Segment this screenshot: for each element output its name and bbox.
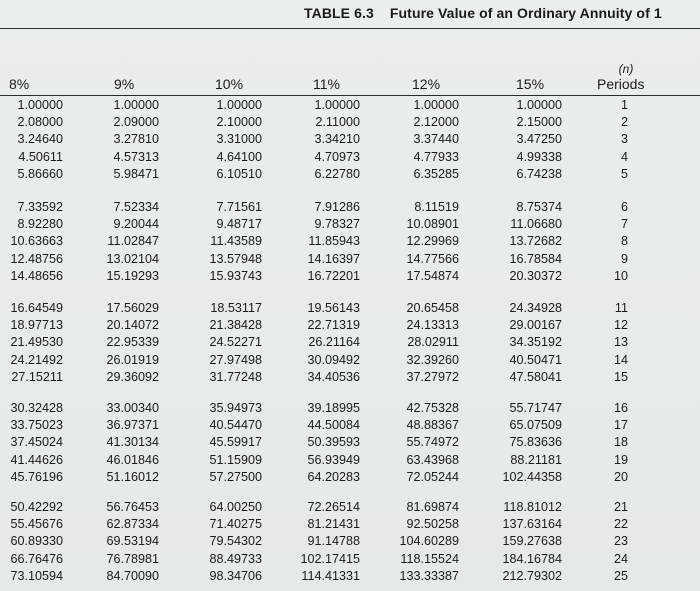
period-cell: 4 [620, 149, 628, 164]
value-cell: 1.00000 [216, 98, 262, 112]
period-cell: 1 [620, 98, 628, 112]
value-cell: 71.40275 [209, 517, 262, 532]
value-cell: 16.64549 [10, 301, 63, 315]
value-cell: 118.15524 [400, 551, 459, 566]
table-row [0, 418, 700, 435]
value-cell: 3.47250 [516, 132, 562, 147]
value-cell: 62.87334 [106, 517, 159, 532]
value-cell: 1.00000 [314, 98, 360, 112]
value-cell: 45.76196 [10, 469, 63, 484]
periods-n-symbol: (n) [618, 62, 634, 76]
value-cell: 13.72682 [509, 234, 562, 249]
table-row [0, 353, 700, 370]
value-cell: 13.57948 [209, 251, 262, 266]
value-cell: 9.20044 [113, 217, 159, 232]
value-cell: 17.56029 [106, 301, 159, 315]
value-cell: 26.21164 [308, 335, 360, 350]
value-cell: 44.50084 [307, 418, 360, 433]
period-cell: 13 [613, 335, 628, 350]
value-cell: 5.98471 [113, 166, 159, 181]
value-cell: 114.41331 [301, 568, 360, 583]
table-row [0, 269, 700, 286]
table-title [304, 5, 662, 21]
period-cell: 24 [613, 551, 628, 566]
value-cell: 4.50611 [18, 149, 63, 164]
value-cell: 4.99338 [516, 149, 562, 164]
rate-header-8: 8% [9, 76, 30, 92]
value-cell: 35.94973 [209, 401, 262, 415]
value-cell: 20.65458 [406, 301, 459, 315]
value-cell: 2.09000 [113, 115, 159, 130]
period-cell: 20 [613, 469, 628, 484]
rate-header-12: 12% [412, 76, 441, 92]
value-cell: 2.12000 [413, 115, 459, 130]
value-cell: 50.39593 [307, 435, 360, 450]
period-cell: 25 [613, 568, 628, 583]
value-cell: 66.76476 [10, 551, 63, 566]
value-cell: 2.11000 [315, 115, 360, 130]
table-row [0, 552, 700, 569]
value-cell: 30.09492 [307, 352, 360, 367]
value-cell: 42.75328 [406, 401, 459, 415]
value-cell: 33.75023 [10, 418, 63, 433]
table-row [0, 150, 700, 167]
rate-header-15: 15% [516, 76, 545, 92]
table-row [0, 318, 700, 335]
value-cell: 16.78584 [509, 251, 562, 266]
value-cell: 6.10510 [216, 166, 262, 181]
value-cell: 56.93949 [307, 452, 360, 467]
period-cell: 18 [613, 435, 628, 450]
period-cell: 10 [613, 268, 628, 283]
value-cell: 11.06680 [510, 217, 562, 232]
value-cell: 7.33592 [17, 200, 63, 214]
value-cell: 65.07509 [509, 418, 562, 433]
value-cell: 41.30134 [106, 435, 159, 450]
value-cell: 22.95339 [106, 335, 159, 350]
value-cell: 29.36092 [106, 369, 159, 384]
period-cell: 16 [613, 401, 628, 415]
value-cell: 17.54874 [406, 268, 459, 283]
period-cell: 15 [613, 369, 628, 384]
value-cell: 24.34928 [509, 301, 562, 315]
value-cell: 24.52271 [209, 335, 262, 350]
value-cell: 41.44626 [10, 452, 63, 467]
value-cell: 40.50471 [509, 352, 562, 367]
value-cell: 73.10594 [10, 568, 63, 583]
value-cell: 15.19293 [106, 268, 159, 283]
period-cell: 3 [620, 132, 628, 147]
value-cell: 184.16784 [502, 551, 562, 566]
value-cell: 18.97713 [10, 318, 63, 333]
value-cell: 92.50258 [406, 517, 459, 532]
table-row [0, 435, 700, 452]
value-cell: 2.08000 [17, 115, 63, 130]
value-cell: 4.64100 [216, 149, 262, 164]
value-cell: 102.44358 [502, 469, 562, 484]
value-cell: 12.29969 [406, 234, 459, 249]
value-cell: 12.48756 [10, 251, 63, 266]
value-cell: 11.43589 [210, 234, 262, 249]
value-cell: 8.92280 [17, 217, 63, 232]
value-cell: 8.75374 [516, 200, 562, 214]
value-cell: 7.91286 [314, 200, 360, 214]
value-cell: 24.21492 [10, 352, 63, 367]
value-cell: 21.49530 [10, 335, 63, 350]
table-row [0, 252, 700, 269]
value-cell: 3.31000 [216, 132, 262, 147]
value-cell: 57.27500 [209, 469, 262, 484]
value-cell: 27.15211 [11, 369, 63, 384]
value-cell: 10.08901 [406, 217, 459, 232]
header-divider [0, 95, 700, 96]
value-cell: 1.00000 [113, 98, 159, 112]
table-row [0, 569, 700, 586]
value-cell: 30.32428 [10, 401, 63, 415]
value-cell: 3.24640 [17, 132, 63, 147]
table-row [0, 115, 700, 132]
value-cell: 69.53194 [106, 534, 159, 549]
value-cell: 13.02104 [106, 251, 159, 266]
table-row [0, 200, 700, 217]
value-cell: 50.42292 [10, 500, 63, 514]
period-cell: 7 [620, 217, 628, 232]
value-cell: 28.02911 [407, 335, 459, 350]
periods-header: Periods [597, 76, 645, 92]
rate-header-10: 10% [215, 76, 244, 92]
value-cell: 51.15909 [209, 452, 262, 467]
value-cell: 212.79302 [502, 568, 562, 583]
value-cell: 1.00000 [413, 98, 459, 112]
value-cell: 56.76453 [106, 500, 159, 514]
table-number: TABLE 6.3 [304, 5, 374, 21]
value-cell: 37.45024 [10, 435, 63, 450]
table-row [0, 234, 700, 251]
value-cell: 64.00250 [209, 500, 262, 514]
table-row [0, 534, 700, 551]
value-cell: 91.14788 [307, 534, 360, 549]
table-title-text: Future Value of an Ordinary Annuity of 1 [389, 5, 662, 21]
table-row [0, 301, 700, 318]
period-cell: 17 [613, 418, 628, 433]
table-row [0, 98, 700, 115]
value-cell: 15.93743 [209, 268, 262, 283]
value-cell: 81.21431 [307, 517, 360, 532]
value-cell: 4.57313 [113, 149, 159, 164]
value-cell: 102.17415 [300, 551, 360, 566]
period-cell: 22 [613, 517, 628, 532]
value-cell: 79.54302 [209, 534, 262, 549]
table-row [0, 370, 700, 387]
value-cell: 4.77933 [413, 149, 459, 164]
value-cell: 64.20283 [307, 469, 360, 484]
value-cell: 137.63164 [502, 517, 562, 532]
table-row [0, 517, 700, 534]
value-cell: 33.00340 [106, 401, 159, 415]
period-cell: 12 [613, 318, 628, 333]
period-cell: 19 [613, 452, 628, 467]
value-cell: 11.02847 [107, 234, 159, 249]
value-cell: 88.21181 [510, 452, 562, 467]
period-cell: 14 [613, 352, 628, 367]
value-cell: 55.74972 [406, 435, 459, 450]
value-cell: 1.00000 [516, 98, 562, 112]
value-cell: 1.00000 [17, 98, 63, 112]
value-cell: 7.52334 [113, 200, 159, 214]
value-cell: 6.22780 [314, 166, 360, 181]
value-cell: 48.88367 [406, 418, 459, 433]
value-cell: 20.30372 [509, 268, 562, 283]
value-cell: 7.71561 [216, 200, 262, 214]
period-cell: 11 [614, 301, 628, 315]
value-cell: 22.71319 [307, 318, 360, 333]
table-row [0, 500, 700, 517]
period-cell: 9 [620, 251, 628, 266]
value-cell: 51.16012 [106, 469, 159, 484]
value-cell: 133.33387 [399, 568, 459, 583]
value-cell: 26.01919 [106, 352, 159, 367]
period-cell: 2 [620, 115, 628, 130]
value-cell: 55.71747 [509, 401, 562, 415]
rate-header-9: 9% [114, 76, 135, 92]
value-cell: 24.13313 [406, 318, 459, 333]
value-cell: 72.05244 [406, 469, 459, 484]
value-cell: 14.16397 [307, 251, 360, 266]
value-cell: 60.89330 [10, 534, 63, 549]
value-cell: 118.81012 [503, 500, 562, 514]
value-cell: 5.86660 [17, 166, 63, 181]
column-headers [0, 76, 700, 94]
period-cell: 5 [620, 166, 628, 181]
value-cell: 29.00167 [509, 318, 562, 333]
value-cell: 72.26514 [307, 500, 360, 514]
table-row [0, 167, 700, 184]
table-row [0, 401, 700, 418]
value-cell: 9.48717 [216, 217, 262, 232]
value-cell: 2.10000 [216, 115, 262, 130]
value-cell: 98.34706 [209, 568, 262, 583]
value-cell: 8.11519 [414, 200, 459, 214]
value-cell: 3.27810 [113, 132, 159, 147]
value-cell: 6.74238 [516, 166, 562, 181]
value-cell: 21.38428 [209, 318, 262, 333]
period-cell: 6 [620, 200, 628, 214]
value-cell: 2.15000 [516, 115, 562, 130]
value-cell: 37.27972 [406, 369, 459, 384]
value-cell: 45.59917 [209, 435, 262, 450]
value-cell: 63.43968 [406, 452, 459, 467]
value-cell: 104.60289 [399, 534, 459, 549]
period-cell: 8 [620, 234, 628, 249]
rate-header-11: 11% [313, 76, 340, 92]
value-cell: 16.72201 [307, 268, 360, 283]
table-row [0, 453, 700, 470]
value-cell: 34.40536 [307, 369, 360, 384]
value-cell: 40.54470 [209, 418, 262, 433]
value-cell: 46.01846 [106, 452, 159, 467]
table-row [0, 217, 700, 234]
value-cell: 19.56143 [307, 301, 360, 315]
value-cell: 20.14072 [106, 318, 159, 333]
value-cell: 76.78981 [106, 551, 159, 566]
table-row [0, 335, 700, 352]
value-cell: 9.78327 [314, 217, 360, 232]
value-cell: 47.58041 [509, 369, 562, 384]
value-cell: 32.39260 [406, 352, 459, 367]
table-row [0, 470, 700, 487]
value-cell: 3.34210 [314, 132, 360, 147]
value-cell: 18.53117 [210, 301, 262, 315]
value-cell: 81.69874 [406, 500, 459, 514]
value-cell: 4.70973 [314, 149, 360, 164]
value-cell: 14.48656 [10, 268, 63, 283]
value-cell: 39.18995 [307, 401, 360, 415]
value-cell: 34.35192 [509, 335, 562, 350]
period-cell: 23 [613, 534, 628, 549]
value-cell: 6.35285 [413, 166, 459, 181]
value-cell: 11.85943 [308, 234, 360, 249]
value-cell: 36.97371 [106, 418, 159, 433]
value-cell: 159.27638 [502, 534, 562, 549]
value-cell: 10.63663 [10, 234, 63, 249]
value-cell: 3.37440 [413, 132, 459, 147]
value-cell: 75.83636 [509, 435, 562, 450]
value-cell: 55.45676 [10, 517, 63, 532]
value-cell: 84.70090 [106, 568, 159, 583]
value-cell: 27.97498 [209, 352, 262, 367]
value-cell: 88.49733 [209, 551, 262, 566]
title-bar [0, 0, 700, 29]
value-cell: 14.77566 [406, 251, 459, 266]
value-cell: 31.77248 [209, 369, 262, 384]
table-row [0, 132, 700, 149]
period-cell: 21 [613, 500, 628, 514]
